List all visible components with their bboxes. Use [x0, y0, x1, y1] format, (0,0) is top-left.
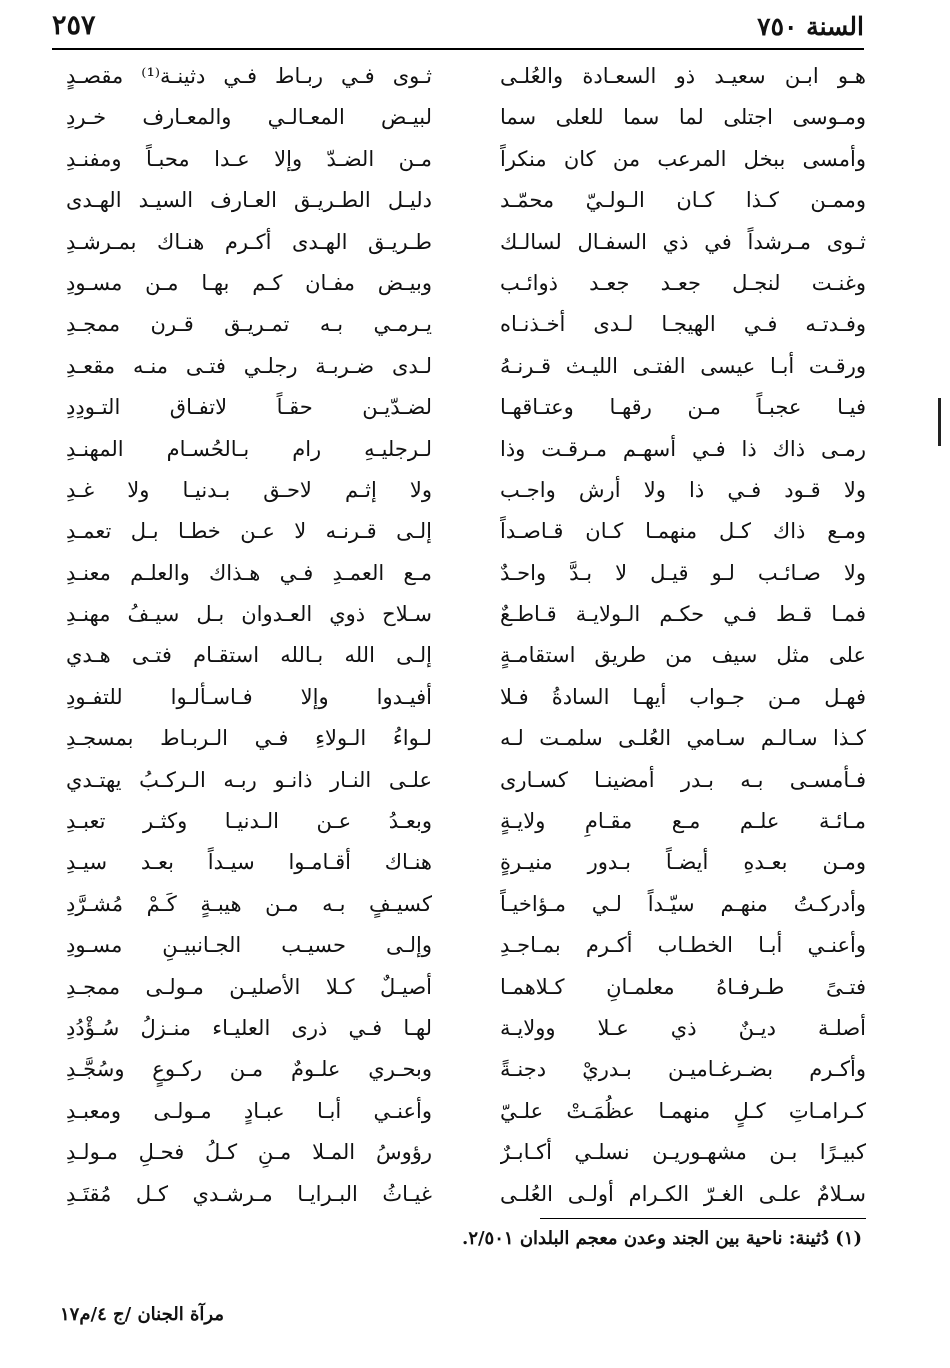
verse-left-hemistich: وأعنـي أبـا عبـادٍ مـولـى ومعبـدِ — [66, 1098, 432, 1123]
verse-left-hemistich: لضـدّيـن حقـاً لاتفـاق التـودِدِ — [66, 395, 432, 420]
verse-right-hemistich: فمـا قـط فـي حكـم الـولايـة قـاطـعٌ — [500, 602, 866, 627]
page-header — [52, 10, 864, 50]
verse-right-hemistich: وفـدتـه فـي الهيجـا لـدى أخـذنـاه — [500, 312, 866, 337]
verse-left-hemistich: مـع العمـدِ فـي هـذاك والعلـم معنـدِ — [66, 560, 432, 585]
verse-left-hemistich: ولا إثـم لاحـق بـدنيـا ولا غـدِ — [66, 477, 432, 502]
verse-left-hemistich: وبحـري علـومٌ مـن ركـوعٍ وسُجَّـدِ — [66, 1057, 432, 1082]
verse-left-hemistich: وبيـض مفـان كـم بهـا مـن مسـودِ — [66, 270, 432, 295]
verse-right-hemistich: ومـن بعـدهِ أيضـاً بـدور منيـرةٍ — [500, 850, 866, 875]
verse-left-hemistich: وإلـى حسيـب الجـانبيـنِ مسـودِ — [66, 933, 432, 958]
verse-left-hemistich: لـدى ضـربـة رجلـي فتـى منـه مقعـدِ — [66, 353, 432, 378]
footnote-rule — [540, 1218, 866, 1219]
poem-right-column — [500, 56, 866, 1215]
page-number: ٢٥٧ — [52, 10, 96, 41]
book-signature: مرآة الجنان /ج ٤/م١٧ — [60, 1304, 224, 1325]
verse-right-hemistich: فـأمسـى بـه بـدر أمضينـا كسـارى — [500, 767, 866, 792]
verse-left-hemistich: وبعـدُ عـن الـدنيـا وكثـر تعبـدِ — [66, 809, 432, 834]
verse-right-hemistich: وممـن كـذا كـان الـولـيّ محمّـد — [500, 188, 866, 213]
verse-left-hemistich: لـرجليـهِ رام بـالحُسـام المهنـدِ — [66, 436, 432, 461]
verse-right-hemistich: على مثل سيف من طريق استقامـةٍ — [500, 643, 866, 668]
verse-right-hemistich: وأدركـتُ منهـم سيّـداً لـي مـؤاخيـاً — [500, 891, 866, 916]
verse-right-hemistich: هـو ابـن سعيـد ذو السعـادة والعُلـى — [500, 64, 866, 88]
verse-left-hemistich: رؤوسُ المـلا مـنِ كـلُ فحـلِ مـولـدِ — [66, 1140, 432, 1165]
verse-right-hemistich: ومـع ذاك كـل منهمـا كـان قـاصـداً — [500, 519, 866, 544]
verse-right-hemistich: فتـىً طـرفـاهُ معلمـانِ كـلاهمـا — [500, 974, 866, 999]
verse-left-hemistich: دليـل الطـريـق العـارف السيـد الهـدى — [66, 188, 432, 213]
verse-left-hemistich: غيـاثُ البـرايـا مـرشـدي كـل مُقتَـدِ — [66, 1181, 432, 1206]
verse-right-hemistich: فهـل مـن جـواب أيهـا السادةُ فـلا — [500, 684, 866, 709]
poem-left-column — [66, 56, 432, 1215]
verse-left-hemistich: كسيـفٍ بـه مـن هيبـةٍ كَـمْ مُشـرَّدِ — [66, 891, 432, 916]
verse-left-hemistich: إلـى قـرنـه لا عـن خطـا بـل تعمـدِ — [66, 519, 432, 544]
verse-right-hemistich: كبيـرًا بـن مشهـوريـن نسلـي أكـابـرٌ — [500, 1140, 866, 1165]
verse-right-hemistich: كـرامـاتِ كـلٍ منهمـا عظُمَـتْ علـيّ — [500, 1098, 866, 1123]
verse-right-hemistich: ولا صـائـب لـو قيـل لا بـدَّ واحـدٌ — [500, 560, 866, 585]
verse-right-hemistich: وأمسى ببخل المرعب من كان منكراً — [500, 146, 866, 171]
verse-left-hemistich: يـرمـي بـه تمـريـق قـرن ممجـدِ — [66, 312, 432, 337]
running-head-year: السنة ٧٥٠ — [757, 12, 864, 41]
poem-body — [66, 56, 866, 1206]
verse-right-hemistich: سـلامٌ علـى الغـرّ الكـرام أولـى العُلـى — [500, 1181, 866, 1206]
verse-right-hemistich: ولا قـود فـي ذا ولا أرش واجـب — [500, 477, 866, 502]
verse-right-hemistich: فيـا عجبـاً مـن رقهـا وعتـاقهـا — [500, 395, 866, 420]
verse-right-hemistich: كـذا سـالـم سـامي العُلـى سلمـت لـه — [500, 726, 866, 751]
verse-left-hemistich: إلـى الله بـالله استقـام فتـى هـدي — [66, 643, 432, 668]
footnote: (١) دُثينة: ناحية بين الجند وعدن معجم البلدان ٢/٥٠١. — [462, 1228, 862, 1249]
verse-left-hemistich: علـى النـار ذانـو ربـه الـركـبُ يهتـدي — [66, 767, 432, 792]
verse-right-hemistich: وغنـت لنجـل جعـد جعـد ذوائـب — [500, 270, 866, 295]
verse-left-hemistich: مـن الضـدّ وإلا عـدا محبـاً ومفنـدِ — [66, 146, 432, 171]
verse-right-hemistich: وأعنـي أبـا الخطـاب أكـرم بمـاجـدِ — [500, 933, 866, 958]
verse-left-hemistich: سـلاح ذوي العـدوان بـل سيـفُ مهنـدِ — [66, 602, 432, 627]
verse-left-hemistich: طـريـق الهـدى أكـرم هنـاك بمـرشـدِ — [66, 229, 432, 254]
verse-left-hemistich: هنـاك أقـامـوا سيـداً بعـد سيـدِ — [66, 850, 432, 875]
margin-mark — [938, 398, 941, 446]
verse-right-hemistich: ثـوى مـرشداً في ذي السفـال لسالـك — [500, 229, 866, 254]
verse-left-hemistich: أصيـلٌ كـلا الأصليـن مـولـى ممجـدِ — [66, 974, 432, 999]
header-rule — [52, 48, 864, 50]
verse-right-hemistich: ورقـت أبـا عيسى الفتـى الليـث قـرنـهُ — [500, 353, 866, 378]
verse-left-hemistich: أفيـدوا وإلا فـاسـألـوا للتفـودِ — [66, 684, 432, 709]
verse-right-hemistich: مـائـة علـم مـع مقـامِ ولايـةٍ — [500, 809, 866, 834]
verse-right-hemistich: وأكـرم بضـرغـاميـن بـدريْ دجنـةً — [500, 1057, 866, 1082]
verse-left-hemistich: لـواءُ الـولاءِ فـي الـربـاط بمسجـدِ — [66, 726, 432, 751]
verse-left-hemistich: لبيـض المعـالـي والمعـارف خـردِ — [66, 105, 432, 130]
verse-left-hemistich: لهـا فـي ذرى العليـاء منـزلُ سُـؤْدُدِ — [66, 1015, 432, 1040]
verse-right-hemistich: رمـى ذاك ذا فـي أسهـم مـرقـت وذا — [500, 436, 866, 461]
verse-right-hemistich: أصلـة ديـنٌ ذي عـلا وولايـة — [500, 1015, 866, 1040]
verse-right-hemistich: ومـوسى اجتلى لما سما للعلى سما — [500, 105, 866, 130]
verse-left-hemistich: ثـوى فـي ربـاط فـي دثينـة⁽¹⁾ مقصـدٍ — [66, 64, 432, 88]
